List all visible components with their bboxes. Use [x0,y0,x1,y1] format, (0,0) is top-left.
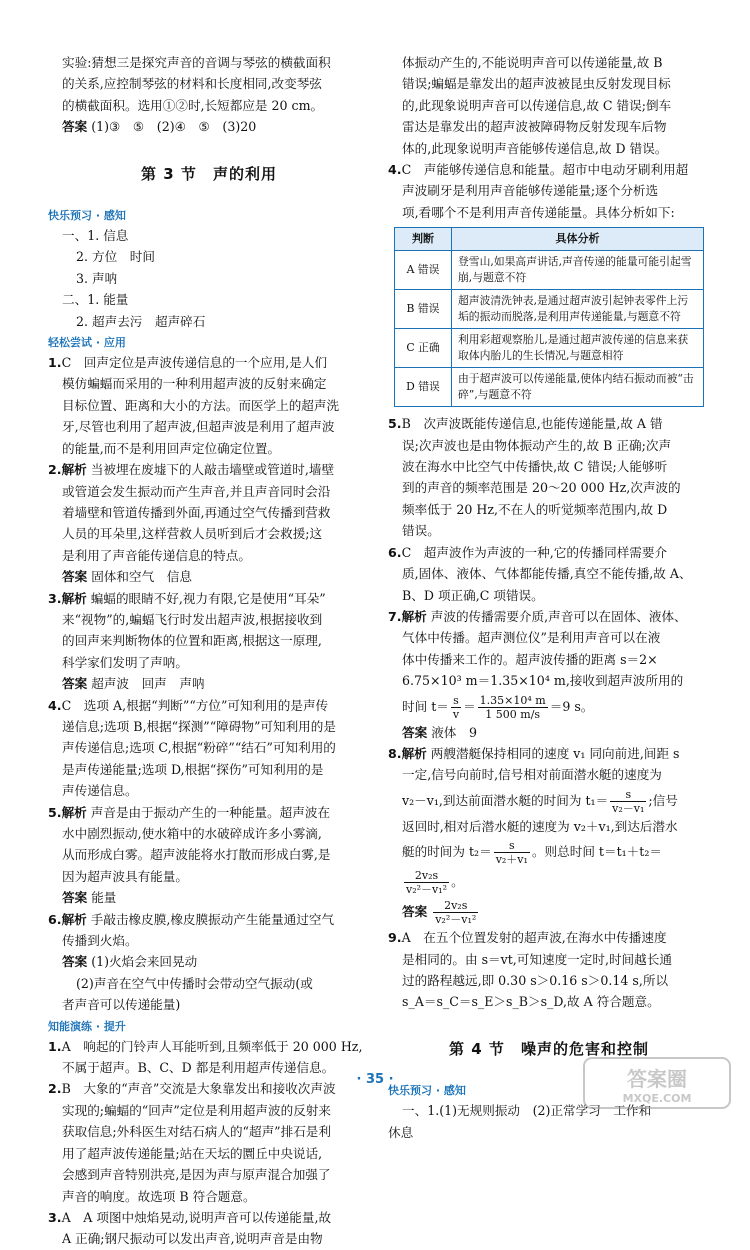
question-text: 声波的传播需要介质,声音可以在固体、液体、 [430,608,687,624]
table-cell-judge: C 正确 [395,329,452,368]
question-text: 着墙壁和管道传播到外面,再通过空气传播到营救 [62,504,331,520]
question-text: 错误;蝙蝠是靠发出的超声波被昆虫反射发现目标 [402,76,671,92]
preview-line: 二、1. 能量 [62,292,129,308]
question-number: 9. [388,930,402,946]
section-4-heading: 第 4 节 噪声的危害和控制 [449,1039,649,1058]
table-row [395,290,704,329]
question-text: 目标位置、距离和大小的方法。而医学上的超声洗 [62,397,340,413]
band-preview: 快乐预习 · 感知 [388,1084,466,1098]
table-cell-judge: A 错误 [395,251,452,290]
table-cell-analysis: 超声波清洗钟表,是通过超声波引起钟表零件上污垢的振动而脱落,是利用声传递能量,与题意不符 [452,290,704,329]
watermark-text: 答案圈 [627,1067,687,1091]
question-number: 3. [48,590,62,606]
question-text: 会感到声音特别洪亮,是因为声与原声混合加强了 [62,1167,331,1183]
question-text: 艇的时间为 t₂＝ $\frac{s}{\text{v₂＋v₁}}$ 。则总时间 t＝t₁＋t₂＝ [402,839,662,867]
question-text: 模仿蝙蝠而采用的一种利用超声波的反射来确定 [62,376,327,392]
preview-line: 2. 方位 时间 [76,249,155,265]
question-text: 是利用了声音能传递信息的特点。 [62,547,251,563]
question-text: 频率低于 20 Hz,不在人的听觉频率范围内,故 D [402,501,668,517]
page-number: · 35 · [356,1072,394,1087]
analysis-label: 解析 [61,911,87,927]
watermark-sub: MXQE.COM [622,1092,692,1105]
question-text: 声传递信息。 [62,783,138,799]
analysis-label: 解析 [401,608,427,624]
question-text: C 选项 A,根据“判断”“方位”可知利用的是声传 [61,697,329,713]
band-try: 轻松尝试 · 应用 [48,336,126,350]
preview-line: 一、1. 信息 [62,228,129,244]
question-text: 误;次声波也是由物体振动产生的,故 B 正确;次声 [402,437,672,453]
question-text: C 超声波作为声波的一种,它的传播同样需要介 [401,544,668,560]
answer-text: 超声波 回声 声呐 [91,676,205,692]
answer-text: 固体和空气 信息 [91,569,192,585]
question-text: B 大象的“声音”交流是大象靠发出和接收次声波 [61,1081,336,1097]
fraction: $\frac{s}{v}$ [452,693,460,721]
question-text: B、D 项正确,C 项错误。 [402,587,544,603]
question-text: v₂－v₁,到达前面潜水艇的时间为 t₁＝ $\frac{s}{\text{v₂－v₁}}$ ;信号 [402,787,678,815]
question-text: C 回声定位是声波传递信息的一个应用,是人们 [61,355,328,371]
analysis-label: 解析 [61,590,87,606]
table-header-judge: 判断 [395,228,452,251]
question-text: 一定,信号向前时,信号相对前面潜水艇的速度为 [402,767,662,783]
intro-line: 的横截面积。选用①②时,长短都应是 20 cm。 [62,97,324,113]
question-text: 的能量,而不是利用回声定位确定位置。 [62,440,281,456]
question-text: 返回时,相对后潜水艇的速度为 v₂＋v₁,到达后潜水 [402,818,678,834]
question-text: 蝙蝠的眼睛不好,视力有限,它是使用“耳朵” [90,590,326,606]
question-text: 递信息;选项 B,根据“探测”“障碍物”可知利用的是 [62,718,336,734]
question-number: 8. [388,745,402,761]
question-text: 科学家们发明了声呐。 [62,654,188,670]
question-number: 7. [388,608,402,624]
question-text: A 正确;钢尺振动可以发出声音,说明声音是由物 [62,1231,323,1247]
question-number: 4. [388,162,402,178]
analysis-label: 解析 [401,745,427,761]
question-text: $\frac{\text{2v₂s}}{\text{v₂²－v₁²}}$ 。 [406,869,464,897]
question-number: 3. [48,1209,62,1225]
question-text: 声音的响度。故选项 B 符合题意。 [62,1188,256,1204]
answer-text: 能量 [91,890,117,906]
answer-label: 答案 [62,954,88,970]
band-preview: 快乐预习 · 感知 [48,209,126,223]
answer-label: 答案 [62,890,88,906]
question-text: 牙,尽管也利用了超声波,但超声波是利用了超声波 [62,419,335,435]
question-text: 雷达是靠发出的超声波被障碍物反射发现车后物 [402,119,667,135]
question-text: A 在五个位置发射的超声波,在海水中传播速度 [401,930,667,946]
question-text: 来“视物”的,蝙蝠飞行时发出超声波,根据接收到 [62,611,323,627]
question-text: 用了超声波传递能量;站在天坛的圜丘中央说话, [62,1145,323,1161]
question-number: 1. [48,355,62,371]
fraction: $\frac{\text{2v₂s}}{\text{v₂²－v₁²}}$ [435,899,477,927]
question-text: 体振动产生的,不能说明声音可以传递能量,故 B [402,55,663,70]
intro-line: 实验:猜想三是探究声音的音调与琴弦的横截面积 [62,55,331,70]
table-cell-judge: B 错误 [395,290,452,329]
question-text: A 响起的门铃声人耳能听到,且频率低于 20 000 Hz, [61,1038,363,1054]
question-text: 实现的;蝙蝠的“回声”定位是利用超声波的反射来 [62,1102,331,1118]
question-text: 声音是由于振动产生的一种能量。超声波在 [90,804,331,820]
question-text: 6.75×10³ m＝1.35×10⁴ m,接收到超声波所用的 [402,673,684,689]
table-row [395,329,704,368]
fraction: $\frac{\text{1.35×10⁴ m}}{1 500 m/s}$ [479,693,546,721]
question-number: 6. [48,911,62,927]
analysis-label: 解析 [61,804,87,820]
time-formula: 时间 t＝ $\frac{s}{v}$ ＝ $\frac{\text{1.35×10⁴ m}}{1 500 m/s}$ ＝9 s。 [402,693,594,721]
question-text: 的回声来判断物体的位置和距离,根据这一原理, [62,633,322,649]
question-text: 质,固体、液体、气体都能传播,真空不能传播,故 A、 [402,566,692,582]
question-text: 错误。 [402,523,440,539]
question-text: 因为超声波具有能量。 [62,868,188,884]
question-text: 声传递信息;选项 C,根据“粉碎”“结石”可知利用的 [62,740,336,756]
preview-line: 2. 超声去污 超声碎石 [76,313,206,329]
right-column [388,52,710,1143]
answer-text: (1)火焰会来回晃动 [91,954,198,970]
question-text: 波在海水中比空气中传播快,故 C 错误;人能够听 [402,459,668,475]
question-text: 体中传播来工作的。超声波传播的距离 s＝2× [402,651,658,667]
left-column [48,52,370,1250]
analysis-label: 解析 [61,462,87,478]
question-text: 是声传递能量;选项 D,根据“探伤”可知利用的是 [62,761,324,777]
question-text: 两艘潜艇保持相同的速度 v₁ 同向前进,间距 s [430,745,680,761]
answer-text: (1)③ ⑤ (2)④ ⑤ (3)20 [91,119,257,135]
question-text: 传播到火焰。 [62,933,138,949]
question-text: 到的声音的频率范围是 20～20 000 Hz,次声波的 [402,480,681,496]
question-number: 6. [388,544,402,560]
question-text: 是相同的。由 s＝vt,可知速度一定时,时间越长通 [402,951,672,967]
question-text: 不属于超声。B、C、D 都是利用超声传递信息。 [62,1060,335,1076]
table-cell-analysis: 利用彩超观察胎儿,是通过超声波传递的信息来获取体内胎儿的生长情况,与题意相符 [452,329,704,368]
answer-label: 答案 [62,676,88,692]
table-cell-analysis: 登雪山,如果高声讲话,声音传递的能量可能引起雪崩,与题意不符 [452,251,704,290]
answer-text: (2)声音在空气中传播时会带动空气振动(或 [76,975,313,991]
question-text: 声波刷牙是利用声音能够传递能量;逐个分析选 [402,183,659,199]
answer-label: 答案 [62,119,88,135]
question-text: 人员的耳朵里,这样营救人员听到后才会救援;这 [62,526,323,542]
question-text: 项,看哪个不是利用声音传递能量。具体分析如下: [402,204,675,220]
table-header-analysis: 具体分析 [452,228,704,251]
question-text: A A 项图中烛焰晃动,说明声音可以传递能量,故 [61,1209,332,1225]
fraction: $\frac{\text{2v₂s}}{\text{v₂²－v₁²}}$ [406,869,448,897]
answer-label: 答案 [402,904,428,920]
table-cell-analysis: 由于超声波可以传递能量,使体内结石振动而被“击碎”,与题意不符 [452,368,704,407]
question-number: 5. [48,804,62,820]
question-text: 的,此现象说明声音可以传递信息,故 C 错误;倒车 [402,97,672,113]
question-number: 4. [48,697,62,713]
answer-text: 液体 9 [431,724,477,740]
answer-text: 者声音可以传递能量) [62,997,181,1013]
question-text: C 声能够传递信息和能量。超市中电动牙刷利用超 [401,162,689,178]
question-text: 过的路程越远,即 0.30 s＞0.16 s＞0.14 s,所以 [402,972,669,988]
question-number: 2. [48,1081,62,1097]
question-text: 水中剧烈振动,使水箱中的水破碎成许多小雾滴, [62,826,322,841]
fraction: $\frac{s}{\text{v₂＋v₁}}$ [495,839,528,867]
band-practice: 知能演练 · 提升 [48,1019,126,1033]
preview-line: 3. 声呐 [76,270,118,286]
question-text: 当被埋在废墟下的人敲击墙壁或管道时,墙壁 [90,462,335,478]
table-cell-judge: D 错误 [395,368,452,407]
question-number: 5. [388,416,402,432]
question-number: 2. [48,462,62,478]
question-text: 体的,此现象说明声音能够传递信息,故 D 错误。 [402,140,668,156]
fraction: $\frac{s}{\text{v₂－v₁}}$ [612,787,645,815]
question-text: 气体中传播。超声测位仪”是利用声音可以在液 [402,630,661,646]
answer-label: 答案 [62,569,88,585]
question-text: 手敲击橡皮膜,橡皮膜振动产生能量通过空气 [90,911,335,927]
section-3-heading: 第 3 节 声的利用 [141,164,277,183]
question-text: 或管道会发生振动而产生声音,并且声音同时会沿 [62,483,331,499]
question-text: 获取信息;外科医生对结石病人的“超声”排石是利 [62,1124,331,1140]
preview-line: 休息 [388,1124,414,1140]
preview-line: 一、1.(1)无规则振动 (2)正常学习 工作和 [402,1103,652,1119]
table-row [395,251,704,290]
analysis-table [394,227,704,407]
question-text: 从而形成白雾。超声波能将水打散而形成白雾,是 [62,847,331,863]
question-text: B 次声波既能传递信息,也能传递能量,故 A 错 [401,416,663,432]
question-number: 1. [48,1038,62,1054]
table-row [395,368,704,407]
answer-label: 答案 [402,724,428,740]
intro-line: 的关系,应控制琴弦的材料和长度相同,改变琴弦 [62,76,322,92]
question-text: s_A＝s_C＝s_E＞s_B＞s_D,故 A 符合题意。 [402,994,660,1010]
watermark-logo [582,1056,732,1110]
